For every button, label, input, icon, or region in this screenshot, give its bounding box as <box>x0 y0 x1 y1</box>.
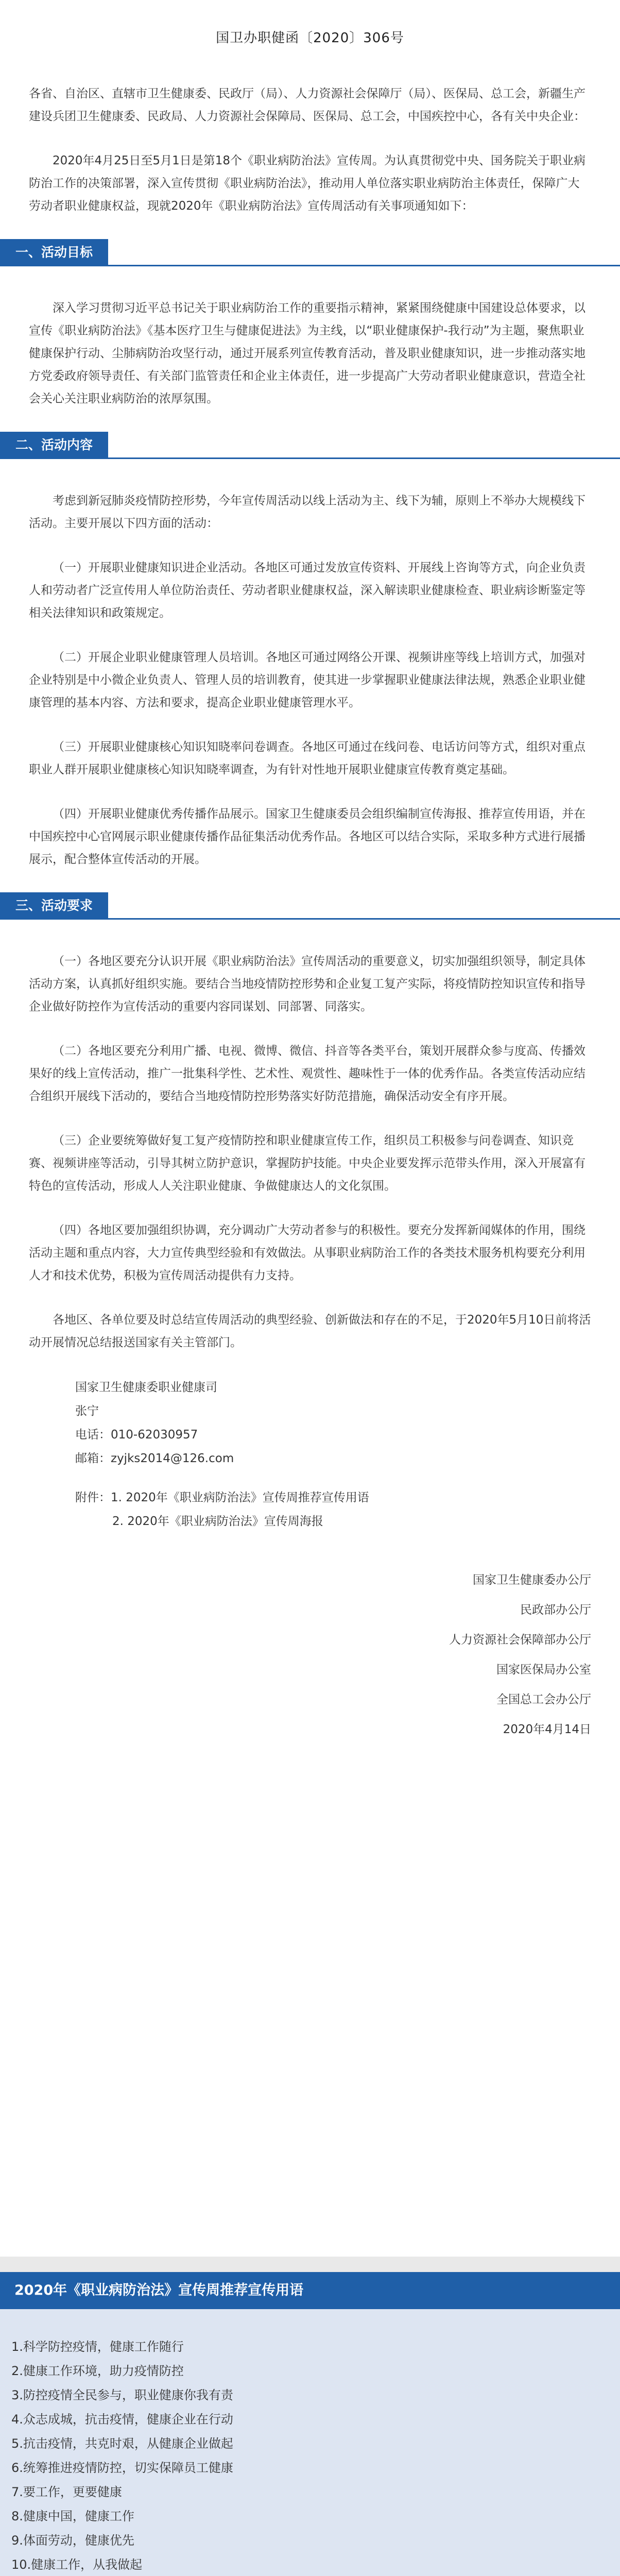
attachments-block <box>75 1486 591 1533</box>
signer: 人力资源社会保障部办公厅 <box>449 1633 591 1647</box>
divider <box>0 265 620 266</box>
signers-block <box>29 1565 591 1744</box>
list-item: 7.要工作，更要健康 <box>11 2485 122 2499</box>
list-item: 1.科学防控疫情，健康工作随行 <box>11 2340 184 2354</box>
contact-block <box>75 1376 591 1470</box>
requirements-paragraph: 各地区、各单位要及时总结宣传周活动的典型经验、创新做法和存在的不足，于2020年5月10日前将活动开展情况总结报送国家有关主管部门。 <box>29 1313 591 1349</box>
goals-paragraph: 深入学习贯彻习近平总书记关于职业病防治工作的重要指示精神，紧紧围绕健康中国建设总体要求，以宣传《职业病防治法》《基本医疗卫生与健康促进法》为主线，以“职业健康保护-我行动”为主题，聚焦职业健康保护行动、尘肺病防治攻坚行动，通过开展系列宣传教育活动，普及职业健康知识，进一步推动落实地方党委政府领导责任、有关部门监管责任和企业主体责任，进一步提高广大劳动者职业健康意识，营造全社会关心关注职业病防治的浓厚氛围。 <box>29 301 585 405</box>
section-title: 一、活动目标 <box>0 239 108 266</box>
signer: 民政部办公厅 <box>520 1603 591 1617</box>
section-title: 三、活动要求 <box>0 892 108 919</box>
content-paragraph: （四）开展职业健康优秀传播作品展示。国家卫生健康委员会组织编制宣传海报、推荐宣传用语，并在中国疾控中心官网展示职业健康传播作品征集活动优秀作品。各地区可以结合实际，采取多种方式进行展播展示，配合整体宣传活动的开展。 <box>29 807 585 866</box>
issue-date: 2020年4月14日 <box>503 1723 591 1736</box>
divider <box>0 918 620 920</box>
slogans-section-title: 2020年《职业病防治法》宣传周推荐宣传用语 <box>0 2272 620 2309</box>
list-item: 6.统筹推进疫情防控，切实保障员工健康 <box>11 2461 233 2475</box>
list-item: 10.健康工作，从我做起 <box>11 2557 143 2572</box>
section-header-content <box>0 432 591 459</box>
list-item: 8.健康中国，健康工作 <box>11 2509 134 2523</box>
attachment-1: 附件：1. 2020年《职业病防治法》宣传周推荐宣传用语 <box>75 1491 369 1504</box>
attachment-2: 2. 2020年《职业病防治法》宣传周海报 <box>112 1515 323 1528</box>
contact-email: 邮箱：zyjks2014@126.com <box>75 1452 234 1465</box>
signer: 国家医保局办公室 <box>496 1663 591 1676</box>
slogans-list <box>0 2309 620 2576</box>
list-item: 5.抗击疫情，共克时艰，从健康企业做起 <box>11 2436 233 2451</box>
list-item: 3.防控疫情全民参与，职业健康你我有责 <box>11 2388 233 2402</box>
content-paragraph: 考虑到新冠肺炎疫情防控形势，今年宣传周活动以线上活动为主、线下为辅，原则上不举办大规模线下活动。主要开展以下四方面的活动： <box>29 494 585 530</box>
section-header-goals <box>0 239 591 266</box>
content-paragraph: （三）开展职业健康核心知识知晓率问卷调查。各地区可通过在线问卷、电话访问等方式，组织对重点职业人群开展职业健康核心知识知晓率调查，为有针对性地开展职业健康宣传教育奠定基础。 <box>29 740 585 776</box>
document-number: 国卫办职健函〔2020〕306号 <box>216 30 404 46</box>
requirements-paragraph: （二）各地区要充分利用广播、电视、微博、微信、抖音等各类平台，策划开展群众参与度高、传播效果好的线上宣传活动，推广一批集科学性、艺术性、观赏性、趣味性于一体的优秀作品。各类宣传活动应结合组织开展线下活动的，要结合当地疫情防控形势落实好防范措施，确保活动安全有序开展。 <box>29 1044 585 1103</box>
contact-phone: 电话：010-62030957 <box>75 1428 198 1442</box>
contact-org: 国家卫生健康委职业健康司 <box>75 1381 217 1394</box>
intro-paragraph: 2020年4月25日至5月1日是第18个《职业病防治法》宣传周。为认真贯彻党中央、国务院关于职业病防治工作的决策部署，深入宣传贯彻《职业病防治法》，推动用人单位落实职业病防治主体责任，保障广大劳动者职业健康权益，现就2020年《职业病防治法》宣传周活动有关事项通知如下： <box>29 154 585 213</box>
content-paragraph: （二）开展企业职业健康管理人员培训。各地区可通过网络公开课、视频讲座等线上培训方式，加强对企业特别是中小微企业负责人、管理人员的培训教育，使其进一步掌握职业健康法律法规，熟悉企业职业健康管理的基本内容、方法和要求，提高企业职业健康管理水平。 <box>29 651 585 709</box>
signer: 国家卫生健康委办公厅 <box>473 1573 591 1587</box>
requirements-paragraph: （三）企业要统筹做好复工复产疫情防控和职业健康宣传工作，组织员工积极参与问卷调查、知识竞赛、视频讲座等活动，引导其树立防护意识，掌握防护技能。中央企业要发挥示范带头作用，深入开展富有特色的宣传活动，形成人人关注职业健康、争做健康达人的文化氛围。 <box>29 1134 585 1193</box>
contact-person: 张宁 <box>75 1404 99 1418</box>
section-title: 二、活动内容 <box>0 432 108 459</box>
list-item: 9.体面劳动，健康优先 <box>11 2533 134 2548</box>
signer: 全国总工会办公厅 <box>496 1693 591 1706</box>
list-item: 2.健康工作环境，助力疫情防控 <box>11 2364 184 2378</box>
content-paragraph: （一）开展职业健康知识进企业活动。各地区可通过发放宣传资料、开展线上咨询等方式，向企业负责人和劳动者广泛宣传用人单位防治责任、劳动者职业健康权益，深入解读职业健康检查、职业病诊断鉴定等相关法律知识和政策规定。 <box>29 561 585 620</box>
section-header-requirements <box>0 892 591 919</box>
requirements-paragraph: （一）各地区要充分认识开展《职业病防治法》宣传周活动的重要意义，切实加强组织领导，制定具体活动方案，认真抓好组织实施。要结合当地疫情防控形势和企业复工复产实际，将疫情防控知识宣传和指导企业做好防控作为宣传活动的重要内容同谋划、同部署、同落实。 <box>29 955 585 1013</box>
requirements-paragraph: （四）各地区要加强组织协调，充分调动广大劳动者参与的积极性。要充分发挥新闻媒体的作用，围绕活动主题和重点内容，大力宣传典型经验和有效做法。从事职业病防治工作的各类技术服务机构要充分利用人才和技术优势，积极为宣传周活动提供有力支持。 <box>29 1224 585 1282</box>
divider <box>0 457 620 459</box>
salutation: 各省、自治区、直辖市卫生健康委、民政厅（局）、人力资源社会保障厅（局）、医保局、总工会，新疆生产建设兵团卫生健康委、民政局、人力资源社会保障局、医保局、总工会，中国疾控中心，各有关中央企业： <box>29 87 585 123</box>
list-item: 4.众志成城，抗击疫情，健康企业在行动 <box>11 2412 233 2427</box>
